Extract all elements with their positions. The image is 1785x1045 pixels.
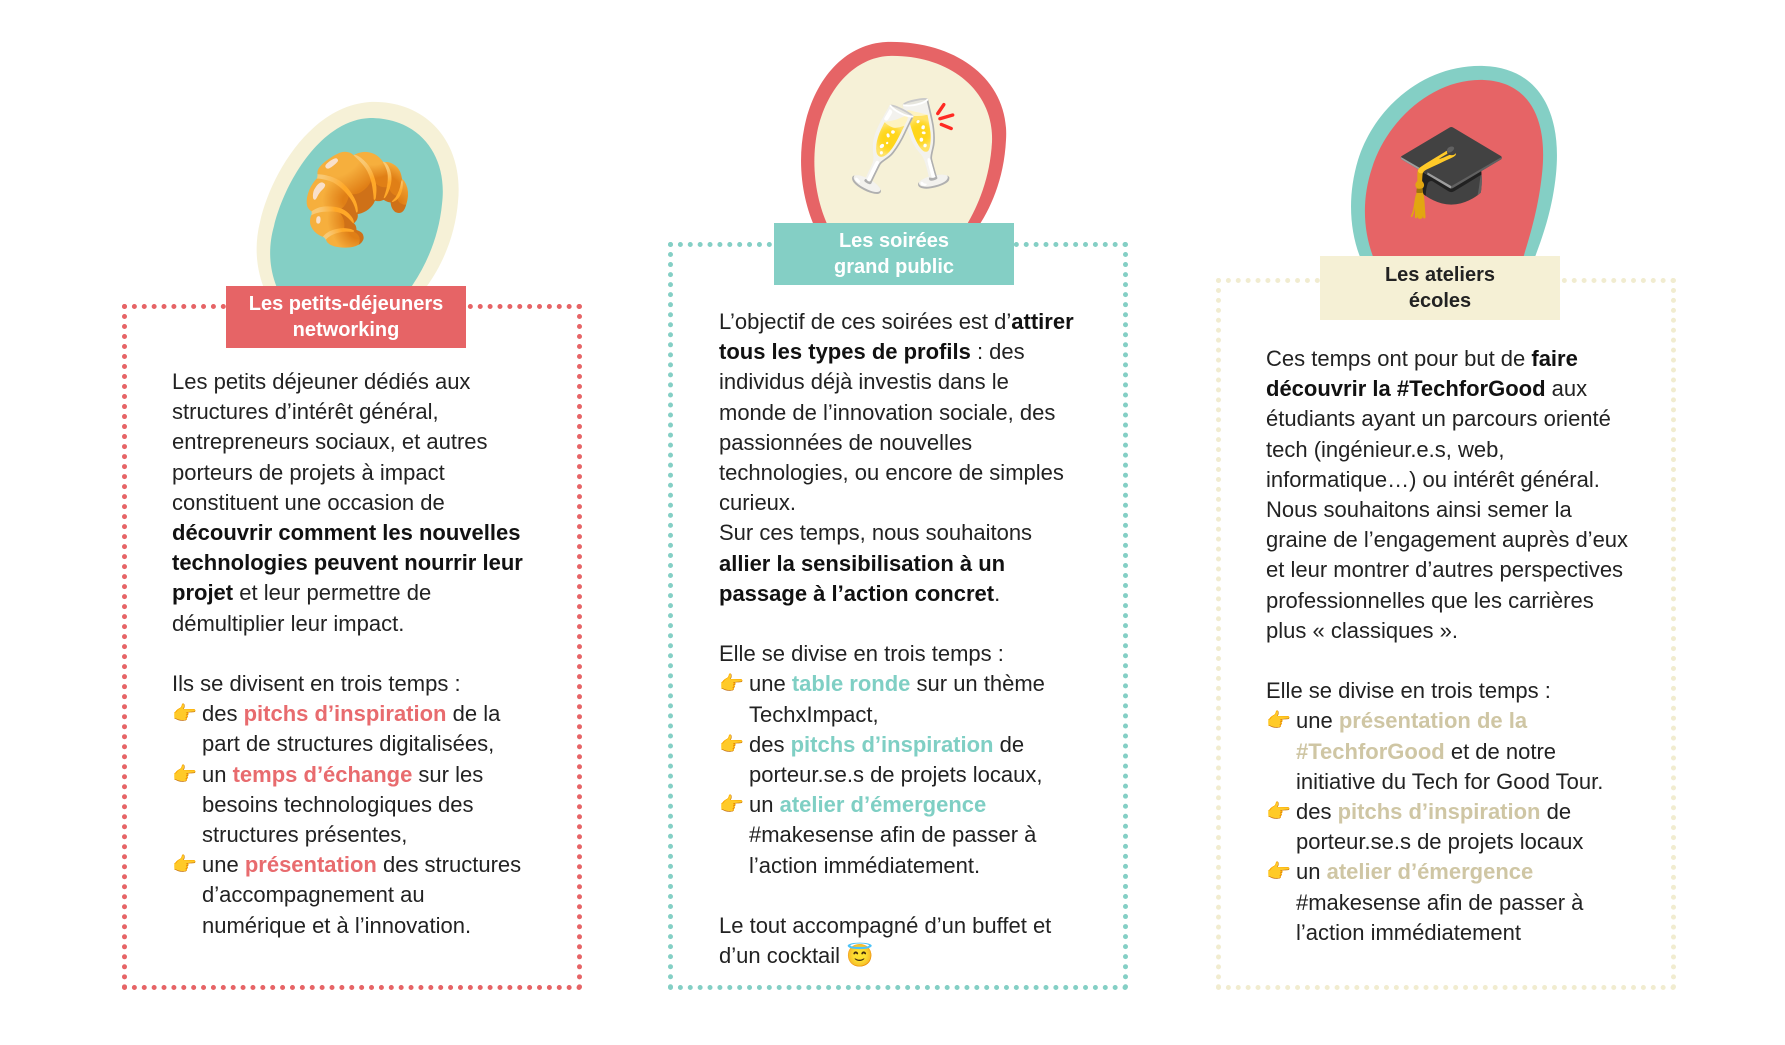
card3-intro: Ces temps ont pour but de faire découvrir la #TechforGood aux étudiants ayant un parcours orienté tech (ingénieur.e.s, web, informatique…) ou intérêt général. Nous souhaitons ainsi semer la graine de l’engagement auprès d’eux et leur montrer d’autres perspectives professionnelles que les carrières plus « classiques ». [1266, 346, 1629, 643]
croissant-icon: 🥐 [300, 149, 415, 251]
champagne-icon: 🥂 [846, 95, 961, 197]
pointing-hand-icon: 👉 [1266, 801, 1291, 824]
list-item: 👉 une table ronde sur un thème TechxImpact, [719, 671, 1045, 727]
card1-body [172, 367, 532, 941]
card1-tag-line1: Les petits-déjeuners [248, 293, 444, 315]
card3-body [1266, 344, 1632, 948]
list-item: 👉 un temps d’échange sur les besoins technologiques des structures présentes, [172, 761, 484, 848]
card2-intro-second: Sur ces temps, nous souhaitons allier la sensibilisation à un passage à l’action concret. [719, 520, 1033, 606]
card2-tag [774, 223, 1014, 285]
card1-intro: Les petits déjeuner dédiés aux structures d’intérêt général, entrepreneurs sociaux, et autres porteurs de projets à impact constituent une occasion de découvrir comment les nouvelles technologies peuvent nourrir leur projet et leur permettre de démultiplier leur impact. [172, 369, 523, 636]
card2-outro: Le tout accompagné d’un buffet et d’un cocktail 😇 [719, 913, 1052, 969]
card1-tag-line2: networking [292, 319, 400, 341]
list-item: 👉 des pitchs d’inspiration de la part de structures digitalisées, [172, 701, 501, 757]
card2-tag-line2: grand public [834, 256, 954, 278]
list-item: 👉 une présentation des structures d’accompagnement au numérique et à l’innovation. [172, 852, 522, 938]
pointing-hand-icon: 👉 [172, 703, 197, 726]
list-item: 👉 un atelier d’émergence #makesense afin de passer à l’action immédiatement [1266, 859, 1584, 945]
card3-tag-line2: écoles [1408, 290, 1472, 312]
list-item: 👉 des pitchs d’inspiration de porteur.se.s de projets locaux, [719, 731, 1043, 788]
list-item: 👉 des pitchs d’inspiration de porteur.se.s de projets locaux [1266, 799, 1584, 855]
pointing-hand-icon: 👉 [719, 673, 744, 696]
pointing-hand-icon: 👉 [1266, 710, 1291, 733]
card2-body [719, 307, 1079, 971]
card2-intro: L’objectif de ces soirées est d’attirer tous les types de profils : des individus déjà investis dans le monde de l’innovation sociale, des passionnées de nouvelles technologies, ou encore de simples curieux. [719, 309, 1074, 516]
card3-tag [1320, 256, 1560, 320]
card2-tag-line1: Les soirées [838, 230, 950, 252]
card2-list-title: Elle se divise en trois temps : [719, 641, 1004, 667]
pointing-hand-icon: 👉 [719, 733, 744, 756]
card1-tag [226, 286, 466, 348]
card1-list-title: Ils se divisent en trois temps : [172, 671, 461, 697]
pointing-hand-icon: 👉 [172, 854, 197, 877]
pointing-hand-icon: 👉 [172, 763, 197, 786]
list-item: 👉 une présentation de la #TechforGood et de notre initiative du Tech for Good Tour. [1266, 708, 1604, 794]
card3-tag-line1: Les ateliers [1384, 264, 1496, 286]
graduation-cap-icon: 🎓 [1394, 119, 1509, 221]
card3-list-title: Elle se divise en trois temps : [1266, 678, 1551, 704]
list-item: 👉 un atelier d’émergence #makesense afin de passer à l’action immédiatement. [719, 792, 1037, 878]
pointing-hand-icon: 👉 [1266, 861, 1291, 884]
pointing-hand-icon: 👉 [719, 794, 744, 817]
